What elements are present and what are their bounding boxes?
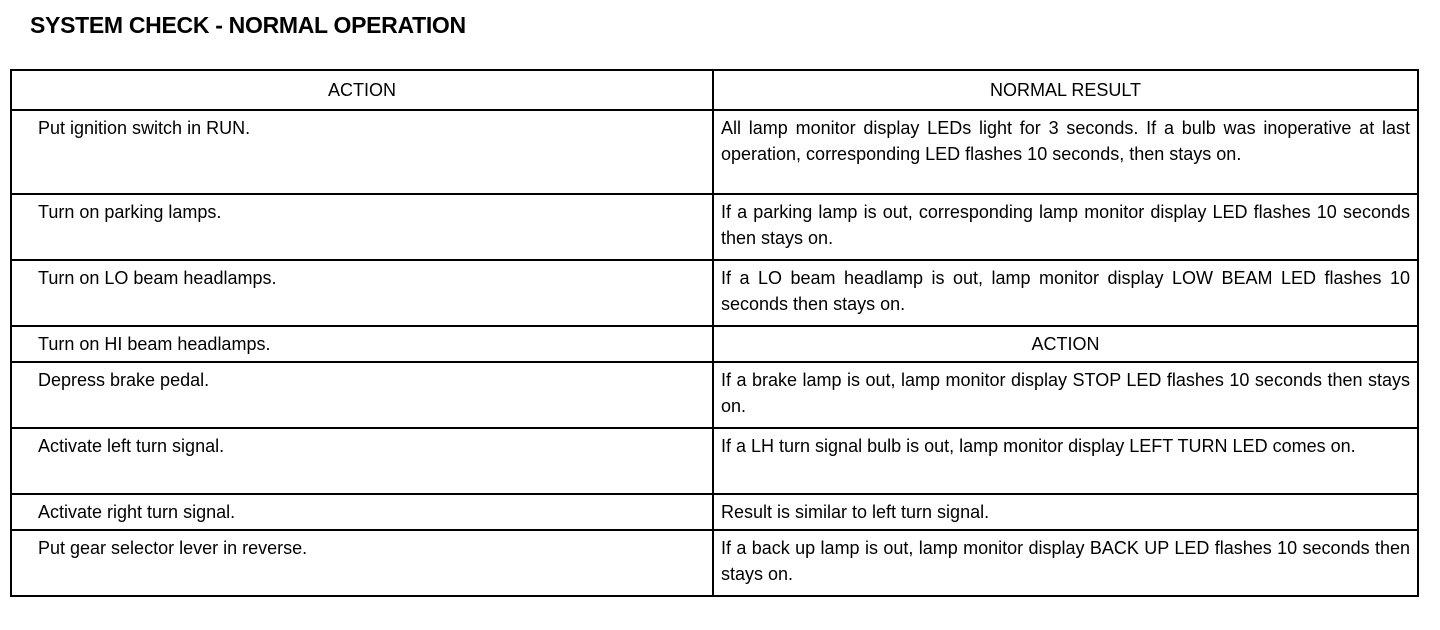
header-action: ACTION bbox=[11, 70, 713, 110]
table-row bbox=[11, 428, 1418, 494]
action-cell: Turn on parking lamps. bbox=[11, 194, 713, 260]
page-title: SYSTEM CHECK - NORMAL OPERATION bbox=[30, 12, 466, 38]
table-row bbox=[11, 260, 1418, 326]
result-cell: If a LO beam headlamp is out, lamp monitor display LOW BEAM LED flashes 10 seconds then stays on. bbox=[713, 260, 1418, 326]
table-row bbox=[11, 194, 1418, 260]
result-cell: If a LH turn signal bulb is out, lamp monitor display LEFT TURN LED comes on. bbox=[713, 428, 1418, 494]
action-cell: Put gear selector lever in reverse. bbox=[11, 530, 713, 596]
result-cell: Result is similar to left turn signal. bbox=[713, 494, 1418, 530]
action-cell: Turn on HI beam headlamps. bbox=[11, 326, 713, 362]
result-cell: All lamp monitor display LEDs light for 3 seconds. If a bulb was inoperative at last operation, corresponding LED flashes 10 seconds, then stays on. bbox=[713, 110, 1418, 194]
table-row bbox=[11, 530, 1418, 596]
system-check-table bbox=[10, 69, 1419, 597]
table-row bbox=[11, 326, 1418, 362]
result-cell: If a brake lamp is out, lamp monitor display STOP LED flashes 10 seconds then stays on. bbox=[713, 362, 1418, 428]
result-cell: ACTION bbox=[713, 326, 1418, 362]
action-cell: Depress brake pedal. bbox=[11, 362, 713, 428]
table-row bbox=[11, 110, 1418, 194]
action-cell: Put ignition switch in RUN. bbox=[11, 110, 713, 194]
table-header-row bbox=[11, 70, 1418, 110]
action-cell: Activate left turn signal. bbox=[11, 428, 713, 494]
action-cell: Turn on LO beam headlamps. bbox=[11, 260, 713, 326]
result-cell: If a back up lamp is out, lamp monitor display BACK UP LED flashes 10 seconds then stays on. bbox=[713, 530, 1418, 596]
table-row bbox=[11, 494, 1418, 530]
table-row bbox=[11, 362, 1418, 428]
result-cell: If a parking lamp is out, corresponding lamp monitor display LED flashes 10 seconds then stays on. bbox=[713, 194, 1418, 260]
action-cell: Activate right turn signal. bbox=[11, 494, 713, 530]
header-normal-result: NORMAL RESULT bbox=[713, 70, 1418, 110]
